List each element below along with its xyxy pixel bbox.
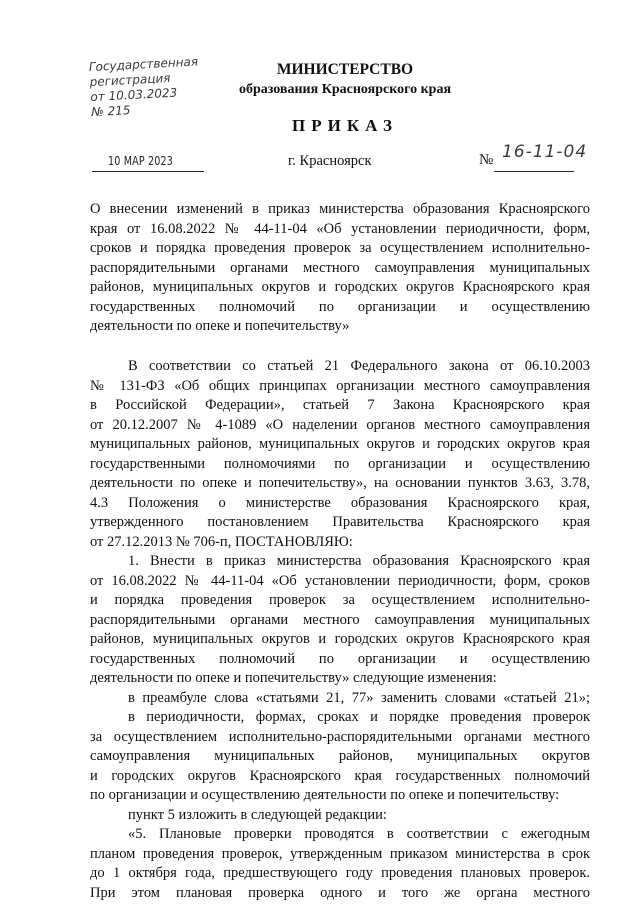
subject-line: сроков и порядка проведения проверок за осуществлением исполнительно- (90, 240, 590, 256)
body-line: и порядка проведения проверок за осуществлением исполнительно- (90, 592, 590, 608)
body-line: и городских округов Красноярского края государственных полномочий (90, 767, 590, 784)
body-line: деятельности по опеке и попечительству» следующие изменения: (90, 670, 497, 686)
order-date: 10 МАР 2023 (108, 153, 173, 168)
body-line: от 20.12.2007 № 4-1089 «О наделении органов местного самоуправления (90, 416, 590, 433)
number-sign: № (479, 152, 494, 168)
subject-line: деятельности по опеке и попечительству» (90, 318, 350, 334)
order-subject (90, 200, 590, 337)
ministry-title: МИНИСТЕРСТВО (276, 61, 414, 78)
body-line: от 27.12.2013 № 706-п, ПОСТАНОВЛЯЮ: (90, 533, 353, 550)
order-city: г. Красноярск (288, 153, 372, 169)
subject-line: распорядительными органами местного самоуправления муниципальных (90, 259, 590, 276)
ministry-header (195, 60, 495, 100)
body-line: самоуправления муниципальных районов, муниципальных округов (90, 748, 590, 764)
body-line: государственных полномочий по организации и осуществлению (90, 650, 590, 667)
subject-line: районов, муниципальных округов и городских округов Красноярского края (90, 279, 590, 295)
subject-line: О внесении изменений в приказ министерства образования Красноярского (90, 201, 590, 217)
body-line: 4.3 Положения о министерстве образования Красноярского края, (90, 494, 590, 511)
body-line: 1. Внести в приказ министерства образования Красноярского края (128, 553, 590, 569)
body-line: от 16.08.2022 № 44-11-04 «Об установлении периодичности, форм, сроков (90, 572, 590, 589)
body-line: При этом плановая проверка одного и того же органа местного (90, 884, 590, 901)
body-line: планом проведения проверок, утвержденным приказом министерства в срок (90, 845, 590, 862)
body-line: В соответствии со статьей 21 Федерального закона от 06.10.2003 (128, 358, 590, 374)
order-body (90, 357, 590, 903)
order-title: ПРИКАЗ (292, 116, 398, 135)
registration-line: регистрация (89, 70, 171, 90)
order-number: 16-11-04 (502, 142, 588, 162)
body-line: по организации и осуществлению деятельности по опеке и попечительству: (90, 787, 560, 803)
registration-date: от 10.03.2023 (90, 85, 178, 105)
body-line: до 1 октября года, предшествующего году проведения плановых проверок. (90, 865, 590, 881)
body-line: в периодичности, формах, сроках и порядке проведения проверок (128, 709, 590, 725)
body-line: районов, муниципальных округов и городских округов Красноярского края (90, 631, 590, 647)
body-line: распорядительными органами местного самоуправления муниципальных (90, 611, 590, 628)
body-line: муниципальных районов, муниципальных округов и городских округов края (90, 436, 590, 452)
body-line: за осуществлением исполнительно-распорядительными органами местного (90, 728, 590, 745)
body-line: утвержденного постановлением Правительства Красноярского края (90, 514, 590, 530)
registration-number: № 215 (90, 103, 131, 120)
subject-line: края от 16.08.2022 № 44-11-04 «Об установлении периодичности, форм, (90, 220, 590, 237)
body-line: пункт 5 изложить в следующей редакции: (128, 806, 387, 823)
body-line: «5. Плановые проверки проводятся в соответствии с ежегодным (128, 826, 590, 842)
subject-line: государственных полномочий по организации и осуществлению (90, 298, 590, 315)
registration-stamp (89, 54, 212, 120)
ministry-subtitle: образования Красноярского края (238, 82, 452, 97)
body-line: в преамбуле слова «статьями 21, 77» заменить словами «статьей 21»; (128, 689, 590, 706)
body-line: деятельности по опеке и попечительству», на основании пунктов 3.63, 3.78, (90, 475, 590, 491)
body-line: в Российской Федерации», статьей 7 Закона Красноярского края (90, 397, 590, 413)
body-line: № 131-ФЗ «Об общих принципах организации местного самоуправления (90, 377, 590, 394)
body-line: государственными полномочиями по организации и осуществлению (90, 455, 590, 472)
registration-line: Государственная (88, 54, 199, 75)
